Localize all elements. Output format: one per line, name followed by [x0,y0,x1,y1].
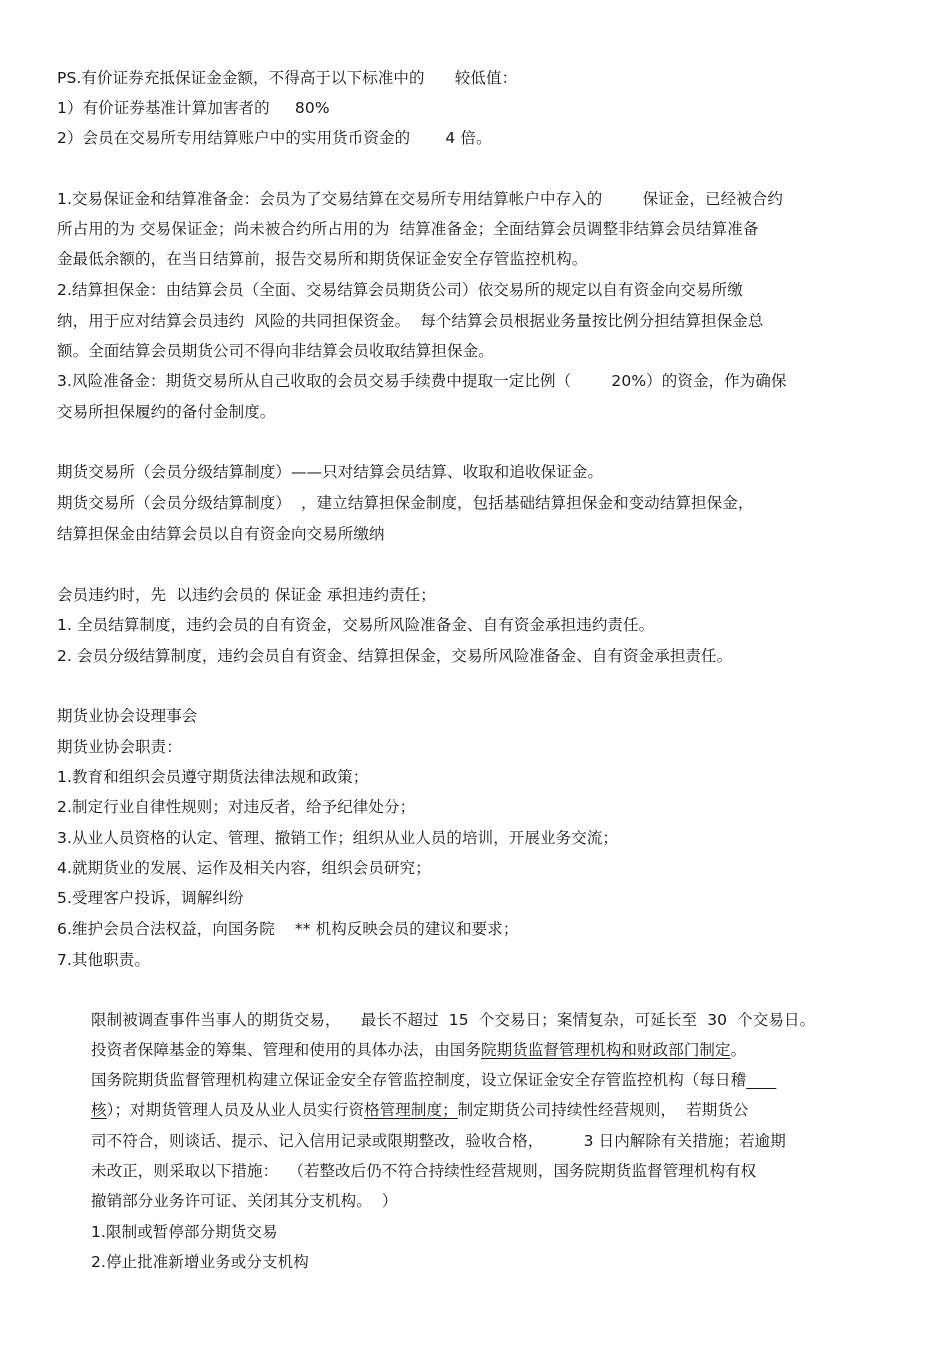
association-duties-title: 期货业协会职责： [57,738,182,756]
regulation-line-4-underlined-2: 格管理制度； [364,1101,458,1119]
regulation-line-4-text-2: 制定期货公司持续性经营规则， 若期货公 [457,1101,749,1119]
default-line-2: 1. 全员结算制度，违约会员的自有资金，交易所风险准备金、自有资金承担违约责任。 [57,616,655,634]
regulation-measure-1: 1.限制或暂停部分期货交易 [91,1223,278,1241]
association-duty-4: 4.就期货业的发展、运作及相关内容，组织会员研究； [57,859,431,877]
association-duty-2: 2.制定行业自律性规则；对违反者，给予纪律处分； [57,798,416,816]
exchange-line-1: 期货交易所（会员分级结算制度）——只对结算会员结算、收取和追收保证金。 [57,463,604,481]
margin-para-2-line-3: 额。全面结算会员期货公司不得向非结算会员收取结算担保金。 [57,342,494,360]
regulation-line-1: 限制被调查事件当事人的期货交易， 最长不超过 15 个交易日；案情复杂，可延长至 30 个交易日。 [91,1011,816,1029]
default-line-1: 会员违约时，先 以违约会员的 保证金 承担违约责任； [57,586,436,604]
regulation-line-2-underlined: 院期货监督管理机构和财政部门制定 [481,1041,731,1059]
exchange-line-2: 期货交易所（会员分级结算制度） ，建立结算担保金制度，包括基础结算担保金和变动结算担保金， [57,494,754,512]
regulation-line-3-text: 国务院期货监督管理机构建立保证金安全存管监控制度，设立保证金安全存管监控机构（每日稽 [91,1071,747,1089]
association-title: 期货业协会设理事会 [57,707,198,725]
association-duty-5: 5.受理客户投诉，调解纠纷 [57,889,244,907]
exchange-line-3: 结算担保金由结算会员以自有资金向交易所缴纳 [57,525,385,543]
association-duty-1: 1.教育和组织会员遵守期货法律法规和政策； [57,768,369,786]
ps-note-item-1: 1）有价证券基准计算加害者的 80% [57,99,330,117]
regulation-line-6: 未改正，则采取以下措施： （若整改后仍不符合持续性经营规则，国务院期货监督管理机构有权 [91,1162,757,1180]
margin-para-3-line-1: 3.风险准备金：期货交易所从自己收取的会员交易手续费中提取一定比例（ 20%）的资金，作为确保 [57,372,787,390]
regulation-line-3 [91,1070,776,1090]
regulation-line-4-text-1: ）；对期货管理人员及从业人员实行资 [106,1101,365,1119]
regulation-line-2 [91,1040,746,1060]
regulation-line-7: 撤销部分业务许可证、关闭其分支机构。 ） [91,1192,398,1210]
association-duty-3: 3.从业人员资格的认定、管理、撤销工作；组织从业人员的培训，开展业务交流； [57,829,618,847]
margin-para-2-line-1: 2.结算担保金：由结算会员（全面、交易结算会员期货公司）依交易所的规定以自有资金向交易所缴 [57,281,743,299]
default-line-3: 2. 会员分级结算制度，违约会员自有资金、结算担保金，交易所风险准备金、自有资金承担责任。 [57,647,733,665]
ps-note-heading: PS.有价证券充抵保证金金额，不得高于以下标准中的 较低值： [57,69,518,87]
association-duty-6: 6.维护会员合法权益，向国务院 ** 机构反映会员的建议和要求； [57,920,519,938]
regulation-measure-2: 2.停止批准新增业务或分支机构 [91,1253,309,1271]
margin-para-1-line-3: 金最低余额的，在当日结算前，报告交易所和期货保证金安全存管监控机构。 [57,250,588,268]
regulation-line-4-underlined-1: 核 [91,1101,107,1119]
margin-para-1-line-1: 1.交易保证金和结算准备金：会员为了交易结算在交易所专用结算帐户中存入的 保证金，已经被合约 [57,190,784,208]
regulation-line-3-underline-blank [746,1071,776,1089]
association-duty-7: 7.其他职责。 [57,951,150,969]
regulation-line-4 [91,1100,749,1120]
margin-para-2-line-2: 纳，用于应对结算会员违约 风险的共同担保资金。 每个结算会员根据业务量按比例分担结算担保金总 [57,312,764,330]
regulation-line-5: 司不符合，则谈话、提示、记入信用记录或限期整改，验收合格， 3 日内解除有关措施；若逾期 [91,1132,786,1150]
regulation-line-2-end: 。 [730,1041,747,1059]
margin-para-3-line-2: 交易所担保履约的备付金制度。 [57,403,276,421]
regulation-line-2-text: 投资者保障基金的筹集、管理和使用的具体办法，由国务 [91,1041,482,1059]
ps-note-item-2: 2）会员在交易所专用结算账户中的实用货币资金的 4 倍。 [57,129,492,147]
margin-para-1-line-2: 所占用的为 交易保证金；尚未被合约所占用的为 结算准备金；全面结算会员调整非结算会员结算准备 [57,220,759,238]
